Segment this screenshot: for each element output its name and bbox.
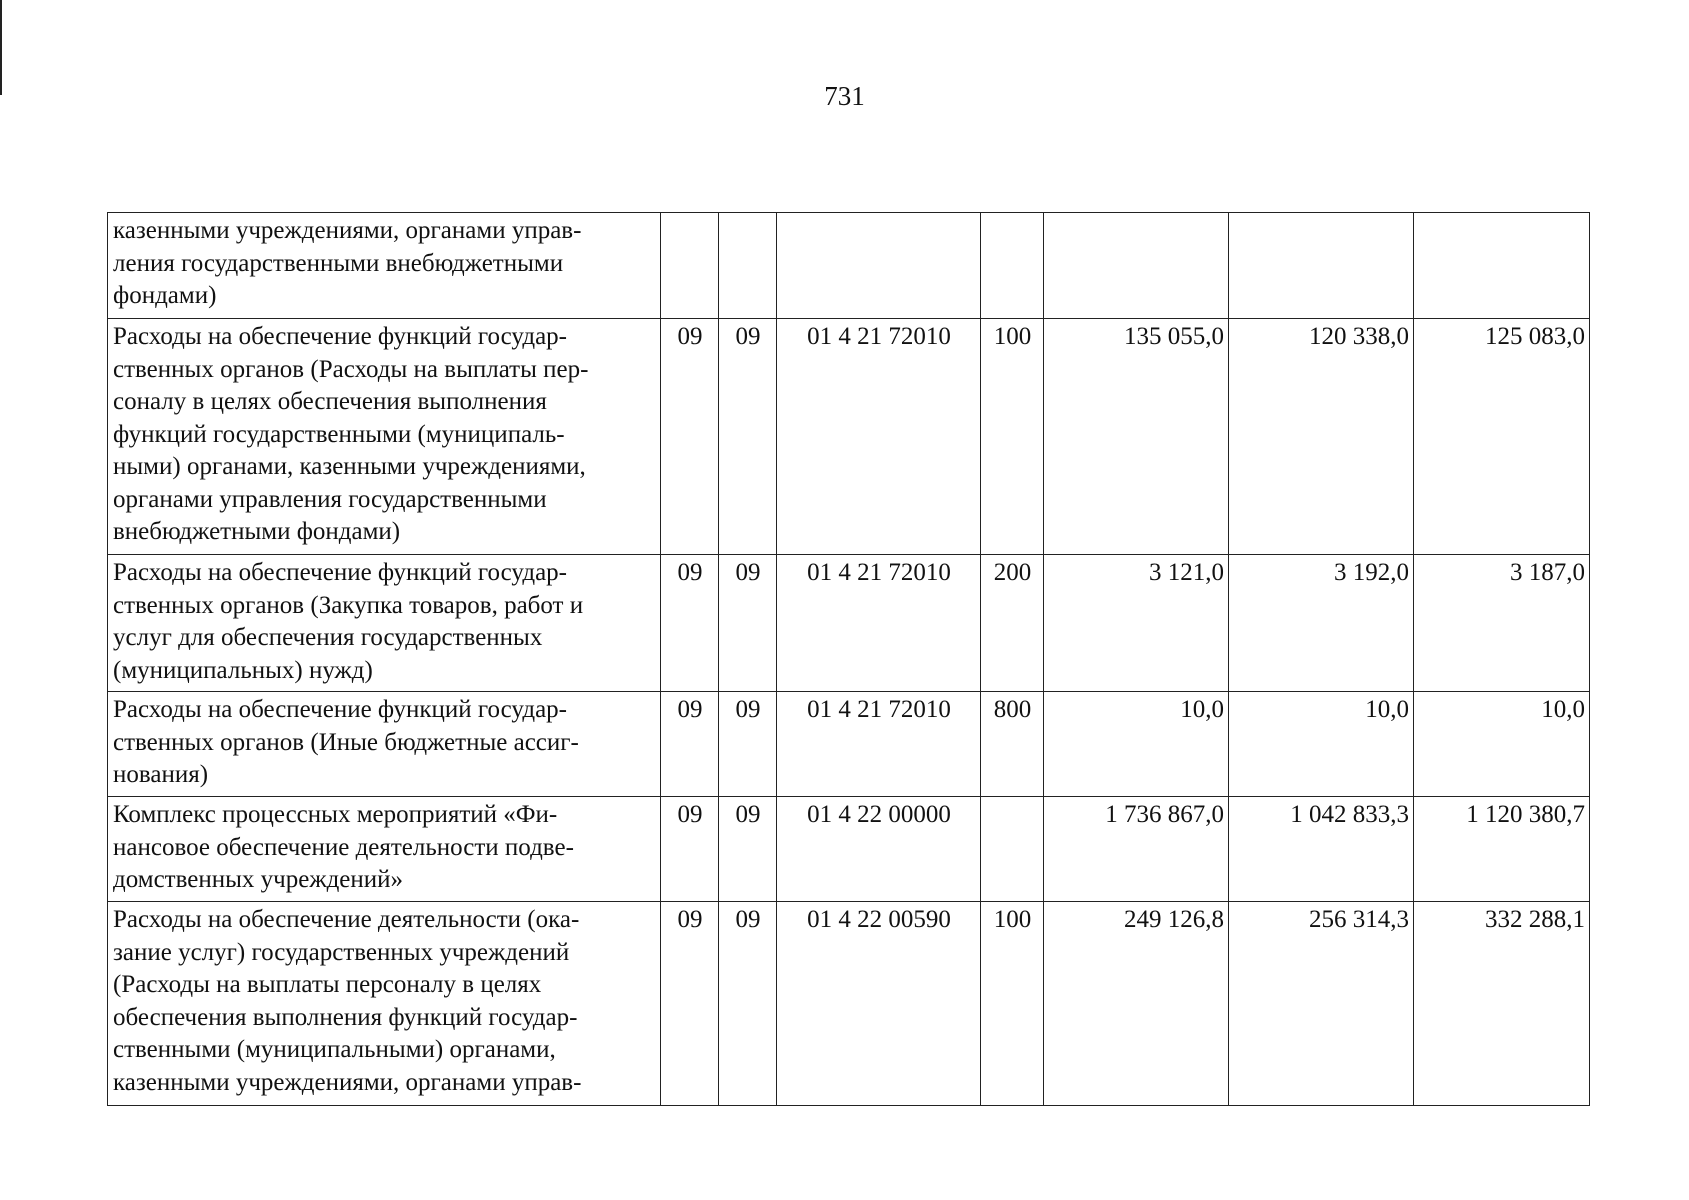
name-line: зание услуг) государственных учреждений bbox=[113, 938, 570, 966]
sum-year3-cell: 3 187,0 bbox=[1414, 555, 1590, 692]
vr-cell bbox=[981, 797, 1044, 902]
table-row bbox=[108, 902, 1590, 1106]
name-line: внебюджетными фондами) bbox=[113, 518, 401, 545]
name-line: ственных органов (Закупка товаров, работ и bbox=[113, 591, 584, 619]
name-line: соналу в целях обеспечения выполнения bbox=[113, 388, 547, 415]
budget-table bbox=[107, 212, 1590, 1106]
name-line: Комплекс процессных мероприятий «Фи- bbox=[113, 801, 558, 828]
csr-cell: 01 4 22 00590 bbox=[777, 902, 981, 1106]
sum-year1-cell: 135 055,0 bbox=[1044, 319, 1229, 555]
vr-cell: 100 bbox=[981, 319, 1044, 555]
sum-year2-cell: 120 338,0 bbox=[1229, 319, 1414, 555]
sum-year2-cell: 256 314,3 bbox=[1229, 902, 1414, 1106]
table-row bbox=[108, 797, 1590, 902]
csr-cell: 01 4 21 72010 bbox=[777, 555, 981, 692]
row-name-cell bbox=[108, 902, 661, 1106]
page-number: 731 bbox=[824, 81, 865, 111]
rz-cell: 09 bbox=[661, 797, 719, 902]
sum-year3-cell: 10,0 bbox=[1414, 692, 1590, 797]
name-line: Расходы на обеспечение функций государ- bbox=[113, 323, 567, 350]
name-line: казенными учреждениями, органами управ- bbox=[113, 217, 582, 244]
sum-year2-cell: 10,0 bbox=[1229, 692, 1414, 797]
pr-cell: 09 bbox=[719, 319, 777, 555]
name-line: ными) органами, казенными учреждениями, bbox=[113, 453, 586, 480]
sum-year3-cell: 125 083,0 bbox=[1414, 319, 1590, 555]
pr-cell: 09 bbox=[719, 555, 777, 692]
table-row bbox=[108, 319, 1590, 555]
table-row bbox=[108, 213, 1590, 319]
name-line: казенными учреждениями, органами управ- bbox=[113, 1068, 582, 1096]
sum-year2-cell bbox=[1229, 213, 1414, 319]
name-line: ственными (муниципальными) органами, bbox=[113, 1036, 556, 1063]
sum-year3-cell bbox=[1414, 213, 1590, 319]
rz-cell: 09 bbox=[661, 902, 719, 1106]
name-line: функций государственными (муниципаль- bbox=[113, 420, 565, 448]
name-line: ственных органов (Расходы на выплаты пер- bbox=[113, 355, 589, 383]
rz-cell: 09 bbox=[661, 319, 719, 555]
csr-cell: 01 4 21 72010 bbox=[777, 319, 981, 555]
sum-year2-cell: 3 192,0 bbox=[1229, 555, 1414, 692]
sum-year2-cell: 1 042 833,3 bbox=[1229, 797, 1414, 902]
rz-cell: 09 bbox=[661, 555, 719, 692]
name-line: Расходы на обеспечение деятельности (ока- bbox=[113, 906, 580, 933]
row-name-cell bbox=[108, 319, 661, 555]
rz-cell bbox=[661, 213, 719, 319]
sum-year3-cell: 332 288,1 bbox=[1414, 902, 1590, 1106]
row-name-cell bbox=[108, 555, 661, 692]
name-line: нования) bbox=[113, 761, 209, 788]
csr-cell: 01 4 21 72010 bbox=[777, 692, 981, 797]
pr-cell: 09 bbox=[719, 902, 777, 1106]
csr-cell bbox=[777, 213, 981, 319]
row-name-cell bbox=[108, 213, 661, 319]
sum-year1-cell: 1 736 867,0 bbox=[1044, 797, 1229, 902]
name-line: органами управления государственными bbox=[113, 485, 547, 513]
row-name-cell bbox=[108, 692, 661, 797]
csr-cell: 01 4 22 00000 bbox=[777, 797, 981, 902]
rz-cell: 09 bbox=[661, 692, 719, 797]
name-line: Расходы на обеспечение функций государ- bbox=[113, 696, 567, 723]
sum-year1-cell bbox=[1044, 213, 1229, 319]
sum-year1-cell: 10,0 bbox=[1044, 692, 1229, 797]
name-line: (муниципальных) нужд) bbox=[113, 656, 373, 684]
name-line: нансовое обеспечение деятельности подве- bbox=[113, 833, 574, 861]
row-name-cell bbox=[108, 797, 661, 902]
pr-cell: 09 bbox=[719, 797, 777, 902]
pr-cell: 09 bbox=[719, 692, 777, 797]
pr-cell bbox=[719, 213, 777, 319]
vr-cell bbox=[981, 213, 1044, 319]
table-row bbox=[108, 692, 1590, 797]
vr-cell: 100 bbox=[981, 902, 1044, 1106]
vr-cell: 800 bbox=[981, 692, 1044, 797]
name-line: ления государственными внебюджетными bbox=[113, 249, 564, 277]
name-line: услуг для обеспечения государственных bbox=[113, 624, 543, 651]
name-line: ственных органов (Иные бюджетные ассиг- bbox=[113, 728, 579, 756]
sum-year3-cell: 1 120 380,7 bbox=[1414, 797, 1590, 902]
table-row bbox=[108, 555, 1590, 692]
name-line: Расходы на обеспечение функций государ- bbox=[113, 559, 567, 586]
sum-year1-cell: 249 126,8 bbox=[1044, 902, 1229, 1106]
vr-cell: 200 bbox=[981, 555, 1044, 692]
name-line: (Расходы на выплаты персоналу в целях bbox=[113, 971, 542, 998]
name-line: домственных учреждений» bbox=[113, 866, 404, 893]
name-line: фондами) bbox=[113, 282, 217, 309]
name-line: обеспечения выполнения функций государ- bbox=[113, 1003, 578, 1031]
sum-year1-cell: 3 121,0 bbox=[1044, 555, 1229, 692]
